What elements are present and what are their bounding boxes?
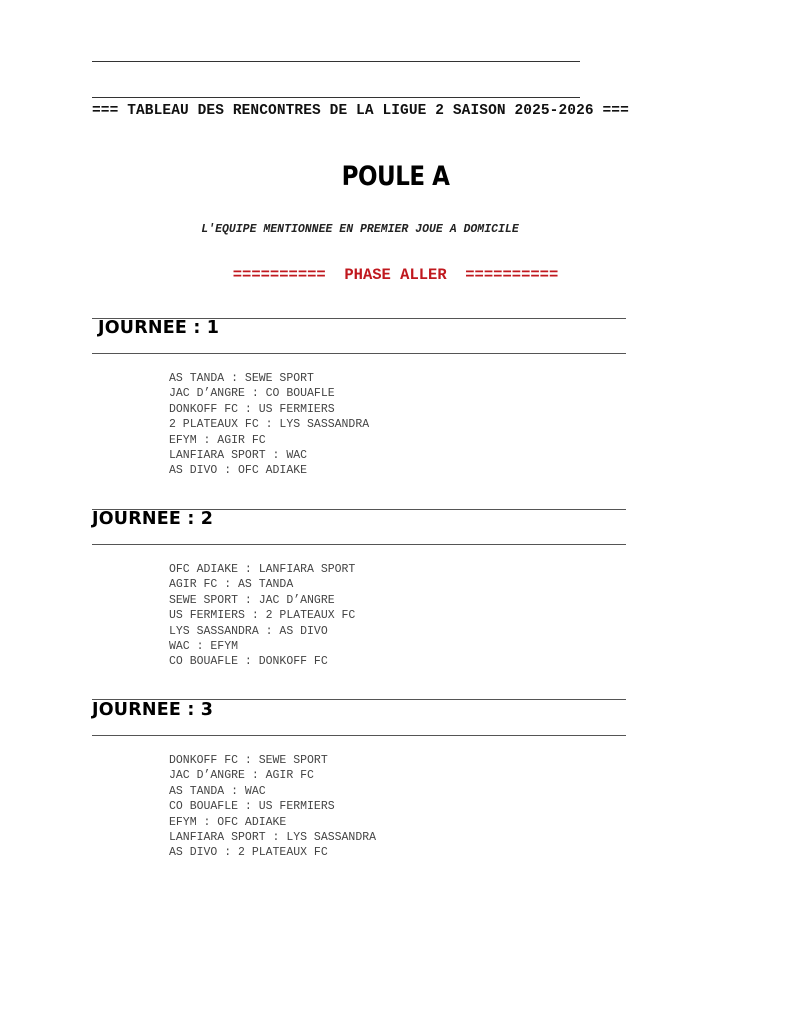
round-1-title: JOURNEE : 1 [98, 318, 220, 338]
document-title: === TABLEAU DES RENCONTRES DE LA LIGUE 2 SAISON 2025-2026 === [92, 103, 629, 119]
round-3-bottom-rule [92, 735, 626, 736]
match-item: EFYM : AGIR FC [169, 433, 266, 447]
match-item: LANFIARA SPORT : WAC [169, 449, 308, 463]
match-item: AS TANDA : WAC [169, 784, 266, 798]
round-2-match-list [169, 562, 355, 670]
match-item: AS DIVO : 2 PLATEAUX FC [169, 846, 328, 860]
round-2-title: JOURNEE : 2 [92, 509, 214, 529]
poule-heading: POULE A [341, 162, 450, 192]
match-item: DONKOFF FC : US FERMIERS [169, 402, 335, 416]
round-1-match-list [169, 371, 369, 479]
match-item: OFC ADIAKE : LANFIARA SPORT [169, 563, 356, 576]
match-item: SEWE SPORT : JAC D’ANGRE [169, 593, 335, 607]
round-3-title: JOURNEE : 3 [92, 700, 214, 720]
home-team-note: L'EQUIPE MENTIONNEE EN PREMIER JOUE A DOMICILE [201, 223, 519, 236]
match-item: CO BOUAFLE : DONKOFF FC [169, 655, 328, 669]
match-item: AS DIVO : OFC ADIAKE [169, 464, 308, 478]
match-item: LYS SASSANDRA : AS DIVO [169, 624, 328, 638]
match-item: CO BOUAFLE : US FERMIERS [169, 800, 335, 814]
match-item: JAC D’ANGRE : AGIR FC [169, 769, 314, 783]
title-divider [92, 97, 580, 98]
match-item: JAC D’ANGRE : CO BOUAFLE [169, 387, 335, 401]
match-item: 2 PLATEAUX FC : LYS SASSANDRA [169, 418, 370, 432]
round-1-bottom-rule [92, 353, 626, 354]
match-item: AGIR FC : AS TANDA [169, 578, 294, 592]
match-item: WAC : EFYM [169, 640, 239, 654]
match-item: LANFIARA SPORT : LYS SASSANDRA [169, 831, 377, 845]
phase-heading: ========== PHASE ALLER ========== [232, 266, 559, 284]
match-item: DONKOFF FC : SEWE SPORT [169, 754, 328, 767]
match-item: EFYM : OFC ADIAKE [169, 815, 287, 829]
match-item: US FERMIERS : 2 PLATEAUX FC [169, 609, 356, 623]
round-3-match-list [169, 753, 376, 861]
top-divider [92, 61, 580, 62]
match-item: AS TANDA : SEWE SPORT [169, 372, 314, 385]
round-2-bottom-rule [92, 544, 626, 545]
